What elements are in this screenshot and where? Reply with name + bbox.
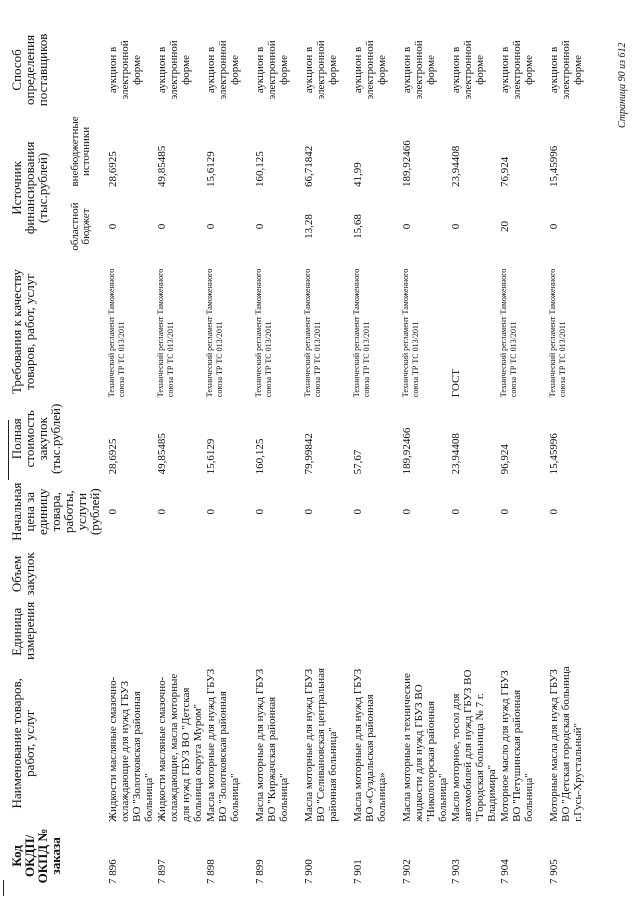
cell-regional: 0 bbox=[205, 223, 217, 230]
cell-name: Жидкости масляные смазочно-охлаждающие, масла моторные для нужд ГБУЗ ВО "Детская больница округа Муром" bbox=[156, 673, 204, 822]
cell-requirements: ГОСТ bbox=[450, 368, 462, 398]
cell-extra: 28,6925 bbox=[107, 151, 119, 188]
table-row bbox=[352, 27, 401, 887]
cell-volume bbox=[450, 546, 499, 602]
cell-method: аукцион в электронной форме bbox=[254, 40, 290, 100]
cell-requirements: Технический регламент Таможенного союза ТР ТС 013/2011 bbox=[303, 268, 322, 398]
cell-price: 0 bbox=[107, 508, 119, 515]
cell-total: 23,94408 bbox=[450, 433, 462, 475]
cell-code: 7 901 bbox=[352, 859, 364, 884]
cell-extra: 41,99 bbox=[352, 162, 364, 188]
cell-regional: 20 bbox=[499, 221, 511, 232]
cell-unit bbox=[156, 602, 205, 662]
table-row bbox=[401, 27, 450, 887]
cell-code: 7 900 bbox=[303, 859, 315, 884]
cell-code: 7 903 bbox=[450, 859, 462, 884]
cell-price: 0 bbox=[352, 508, 364, 515]
cell-regional: 0 bbox=[107, 223, 119, 230]
cell-price: 0 bbox=[205, 508, 217, 515]
cell-total: 49,85485 bbox=[156, 433, 168, 475]
cell-unit bbox=[205, 602, 254, 662]
cell-regional: 0 bbox=[156, 223, 168, 230]
cell-price: 0 bbox=[254, 508, 266, 515]
header-volume: Объем закупок bbox=[9, 552, 37, 596]
cell-requirements: Технический регламент Таможенного союза ТР ТС 013/2011 bbox=[107, 268, 126, 398]
cell-name: Масла моторные для нужд ГБУЗ ВО "Селивановская центральная районная больница" bbox=[303, 667, 339, 822]
cell-unit bbox=[254, 602, 303, 662]
cell-method: аукцион в электронной форме bbox=[450, 40, 486, 100]
cell-volume bbox=[352, 546, 401, 602]
cell-volume bbox=[205, 546, 254, 602]
header-price: Начальная цена за единицу товара, работы, услуги (рублей) bbox=[9, 482, 102, 541]
cell-method: аукцион в электронной форме bbox=[401, 40, 437, 100]
cell-name: Масла моторные и технические жидкости для нужд ГБУЗ ВО "Никологорская районная больница" bbox=[401, 673, 449, 822]
cell-regional: 0 bbox=[254, 223, 266, 230]
cell-total: 160,125 bbox=[254, 438, 266, 475]
cell-code: 7 904 bbox=[499, 859, 511, 884]
cell-method: аукцион в электронной форме bbox=[499, 40, 535, 100]
cell-method: аукцион в электронной форме bbox=[156, 40, 192, 100]
table-row bbox=[450, 27, 499, 887]
cell-unit bbox=[352, 602, 401, 662]
header-requirements: Требования к качеству товаров, работ, услуг bbox=[9, 269, 37, 395]
cell-code: 7 896 bbox=[107, 859, 119, 884]
cell-unit bbox=[401, 602, 450, 662]
cell-requirements: Технический регламент Таможенного союза ТР ТС 013/2011 bbox=[499, 268, 518, 398]
procurement-table bbox=[10, 27, 597, 887]
cell-volume bbox=[303, 546, 352, 602]
cell-name: Масла моторные для нужд ГБУЗ ВО "Золотковская районная больница" bbox=[205, 668, 241, 822]
scan-edge-mark bbox=[3, 880, 4, 896]
cell-requirements: Технический регламент Таможенного союза ТР ТС 013/2011 bbox=[352, 268, 371, 398]
scan-edge-mark bbox=[8, 420, 9, 480]
cell-extra: 189,92466 bbox=[401, 140, 413, 188]
cell-name: Жидкости масляные смазочно-охлаждающие для нужд ГБУЗ ВО "Золотковская районная больница" bbox=[107, 676, 155, 822]
cell-extra: 160,125 bbox=[254, 151, 266, 188]
table-header bbox=[10, 27, 107, 887]
page-number: Страница 90 из 612 bbox=[617, 42, 628, 128]
cell-extra: 76,924 bbox=[499, 156, 511, 188]
cell-unit bbox=[303, 602, 352, 662]
cell-total: 79,99842 bbox=[303, 433, 315, 475]
cell-price: 0 bbox=[401, 508, 413, 515]
cell-name: Моторные масла для нужд ГБУЗ ВО "Детская городская больница г.Гусь-Хрустальный" bbox=[548, 666, 584, 822]
cell-total: 189,92466 bbox=[401, 427, 413, 475]
table-row bbox=[499, 27, 548, 887]
cell-name: Масла моторные для нужд ГБУЗ ВО "Киржачская районная больница" bbox=[254, 668, 290, 822]
cell-regional: 13,28 bbox=[303, 214, 315, 239]
cell-regional: 0 bbox=[548, 223, 560, 230]
header-name: Наименование товаров, работ, услуг bbox=[9, 678, 37, 809]
cell-total: 57,67 bbox=[352, 449, 364, 475]
cell-regional: 0 bbox=[401, 223, 413, 230]
cell-total: 15,45996 bbox=[548, 433, 560, 475]
cell-unit bbox=[107, 602, 156, 662]
table-row bbox=[548, 27, 597, 887]
table-row bbox=[303, 27, 352, 887]
cell-requirements: Технический регламент Таможенного союза ТР ТС 013/2011 bbox=[254, 268, 273, 398]
cell-name: Моторное масло для нужд ГБУЗ ВО "Петушинская районная больница" bbox=[499, 670, 535, 822]
cell-volume bbox=[254, 546, 303, 602]
cell-extra: 15,6129 bbox=[205, 151, 217, 188]
cell-unit bbox=[548, 602, 597, 662]
header-unit: Единица измерения bbox=[9, 601, 37, 660]
cell-extra: 49,85485 bbox=[156, 145, 168, 188]
cell-regional: 15,68 bbox=[352, 214, 364, 239]
cell-requirements: Технический регламент Таможенного союза ТР ТС 013/2011 bbox=[205, 268, 224, 398]
cell-name: Масло моторное, тосол для автомобилей для нужд ГБУЗ ВО "Городская больница № 7 г. Владимира" bbox=[450, 669, 498, 822]
cell-price: 0 bbox=[548, 508, 560, 515]
cell-name: Масла моторные для нужд ГБУЗ ВО «Суздальская районная больница» bbox=[352, 668, 388, 822]
cell-volume bbox=[107, 546, 156, 602]
table-row bbox=[156, 27, 205, 887]
cell-code: 7 897 bbox=[156, 859, 168, 884]
cell-price: 0 bbox=[303, 508, 315, 515]
cell-method: аукцион в электронной форме bbox=[352, 40, 388, 100]
cell-extra: 66,71842 bbox=[303, 145, 315, 188]
cell-unit bbox=[450, 602, 499, 662]
cell-volume bbox=[401, 546, 450, 602]
header-total: Полная стоимость закупок (тыс.рублей) bbox=[9, 403, 63, 474]
cell-code: 7 898 bbox=[205, 859, 217, 884]
cell-code: 7 905 bbox=[548, 859, 560, 884]
cell-method: аукцион в электронной форме bbox=[548, 40, 584, 100]
cell-volume bbox=[499, 546, 548, 602]
cell-price: 0 bbox=[499, 508, 511, 515]
cell-requirements: Технический регламент Таможенного союза ТР ТС 013/2011 bbox=[548, 268, 567, 398]
cell-regional: 0 bbox=[450, 223, 462, 230]
cell-code: 7 899 bbox=[254, 859, 266, 884]
header-extra: внебюджетные источники bbox=[68, 116, 92, 187]
table-row bbox=[107, 27, 156, 887]
cell-unit bbox=[499, 602, 548, 662]
cell-volume bbox=[548, 546, 597, 602]
cell-total: 96,924 bbox=[499, 444, 511, 475]
cell-requirements: Технический регламент Таможенного союза ТР ТС 013/2011 bbox=[156, 268, 175, 398]
cell-method: аукцион в электронной форме bbox=[205, 40, 241, 100]
header-code: Код ОКДП/ ОКПД № заказа bbox=[9, 828, 63, 884]
table-row bbox=[254, 27, 303, 887]
cell-method: аукцион в электронной форме bbox=[303, 40, 339, 100]
cell-extra: 23,94408 bbox=[450, 145, 462, 188]
cell-extra: 15,45996 bbox=[548, 145, 560, 188]
header-financing: Источник финансирования (тыс.рублей) bbox=[9, 141, 50, 235]
cell-price: 0 bbox=[450, 508, 462, 515]
cell-price: 0 bbox=[156, 508, 168, 515]
header-regional: областной бюджет bbox=[68, 202, 92, 251]
cell-method: аукцион в электронной форме bbox=[107, 40, 143, 100]
header-method: Способ определения поставщиков bbox=[9, 33, 50, 107]
cell-code: 7 902 bbox=[401, 859, 413, 884]
cell-total: 15,6129 bbox=[205, 438, 217, 475]
cell-total: 28,6925 bbox=[107, 438, 119, 475]
table-row bbox=[205, 27, 254, 887]
cell-volume bbox=[156, 546, 205, 602]
cell-requirements: Технический регламент Таможенного союза ТР ТС 013/2011 bbox=[401, 268, 420, 398]
